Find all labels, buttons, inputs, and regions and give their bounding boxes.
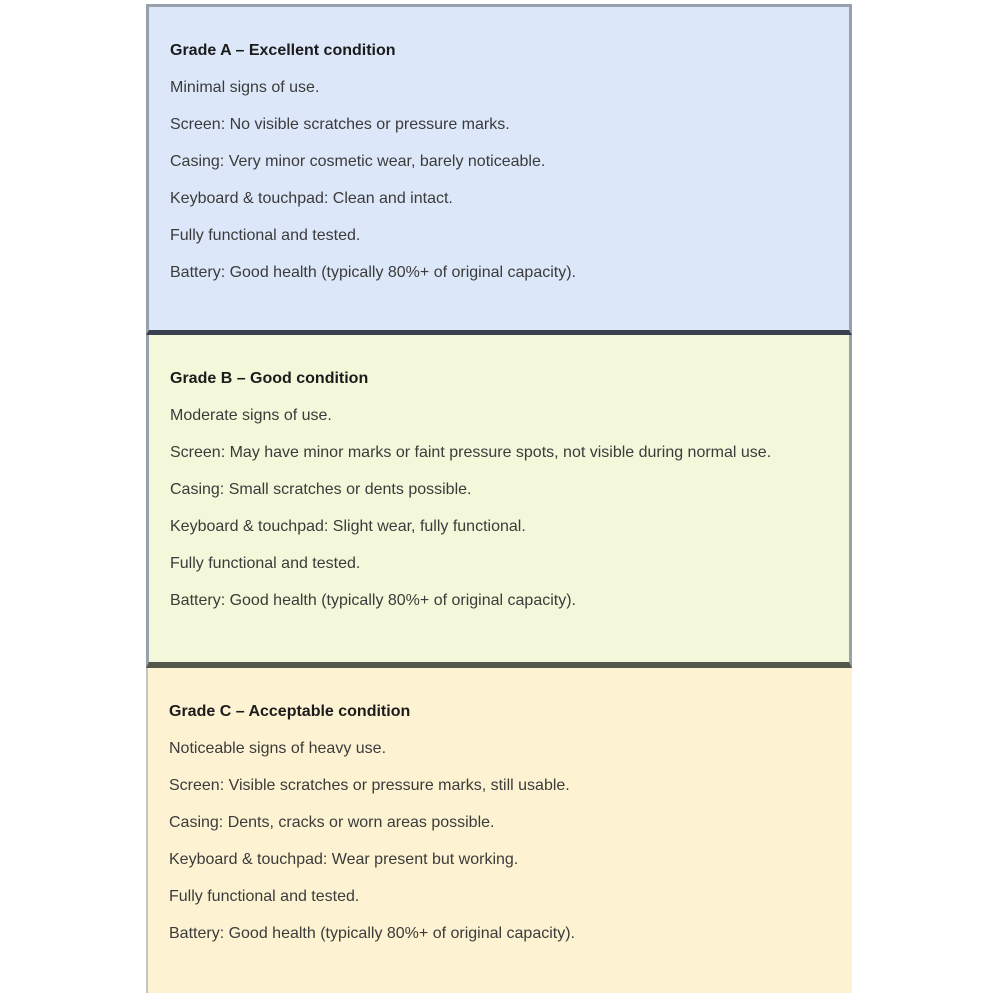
grade-c-line: Battery: Good health (typically 80%+ of original capacity). [169,925,575,942]
grade-a-line: Casing: Very minor cosmetic wear, barely noticeable. [170,153,546,170]
grade-a-line: Screen: No visible scratches or pressure marks. [170,116,510,133]
grading-conditions-card [146,4,852,993]
grade-a-line: Minimal signs of use. [170,79,320,96]
grade-b-line: Keyboard & touchpad: Slight wear, fully functional. [170,518,526,535]
grade-a-line: Fully functional and tested. [170,227,361,244]
grade-c-line: Noticeable signs of heavy use. [169,740,387,757]
grade-c-title: Grade C – Acceptable condition [169,703,411,720]
grade-b-line: Casing: Small scratches or dents possible. [170,481,472,498]
grade-c-line: Casing: Dents, cracks or worn areas possible. [169,814,495,831]
grade-b-line: Fully functional and tested. [170,555,361,572]
grade-c-line: Screen: Visible scratches or pressure marks, still usable. [169,777,570,794]
grade-c-line: Fully functional and tested. [169,888,360,905]
grade-a-line: Battery: Good health (typically 80%+ of original capacity). [170,264,576,281]
grade-b-line: Battery: Good health (typically 80%+ of original capacity). [170,592,576,609]
grade-c-line: Keyboard & touchpad: Wear present but working. [169,851,519,868]
grade-b-line: Moderate signs of use. [170,407,332,424]
panel-grade-a [146,4,852,335]
grade-a-title: Grade A – Excellent condition [170,42,396,59]
panel-grade-c [146,668,852,993]
panel-grade-b [146,335,852,668]
grade-a-line: Keyboard & touchpad: Clean and intact. [170,190,453,207]
grade-b-line: Screen: May have minor marks or faint pressure spots, not visible during normal use. [170,444,772,461]
grade-b-title: Grade B – Good condition [170,370,369,387]
